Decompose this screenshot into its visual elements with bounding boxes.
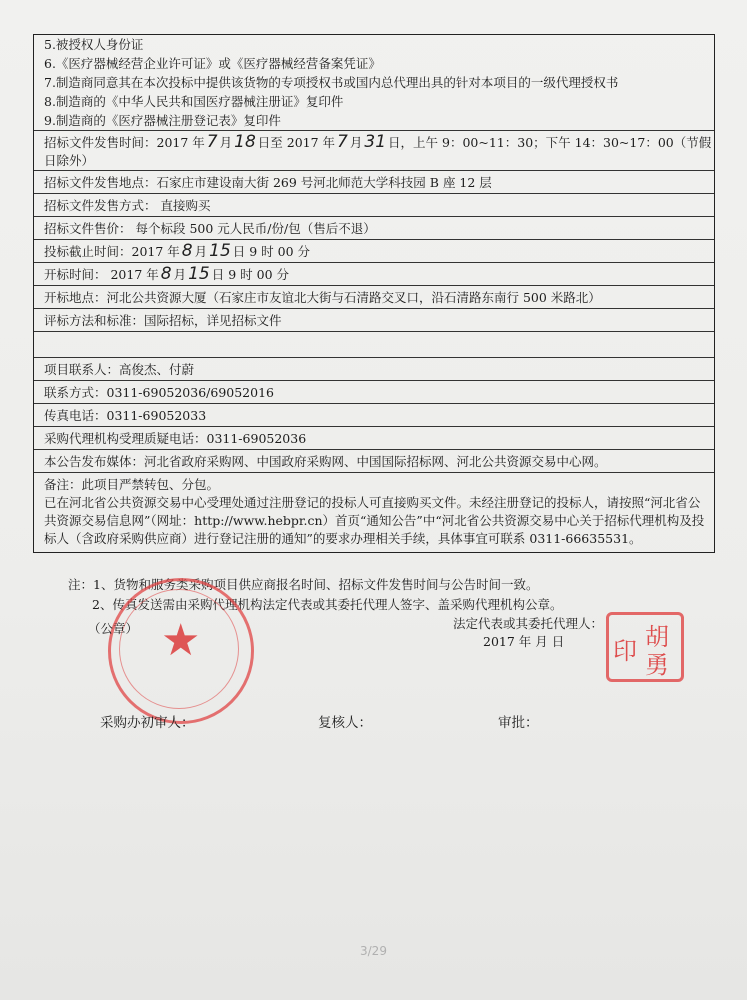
list-item: 9.制造商的《医疗器械注册登记表》复印件: [44, 113, 281, 128]
qualification-list-row: [34, 35, 714, 131]
eval-method-row: 评标方法和标准：国际招标，详见招标文件: [34, 309, 714, 332]
approver-label: 审批：: [498, 715, 539, 731]
remark-body: 已在河北省公共资源交易中心受理处通过注册登记的投标人可直接购买文件。未经注册登记的投标人，请按照“河北省公共资源交易信息网”（网址：http://www.hebpr.cn）首页“通知公告”中“河北省公共资源交易中心关于招标代理机构及投标人（含政府采购供应商）进行登记注册的通知”的要求办理相关手续，具体事宜可联系 0311-66635531。: [44, 495, 705, 546]
list-item: 8.制造商的《中华人民共和国医疗器械注册证》复印件: [44, 94, 344, 109]
name-seal-stamp: 胡 勇 印: [606, 612, 684, 682]
sale-time-row: 招标文件发售时间：2017 年 7 月 18 日至 2017 年 7 月 31 日，上午 9：00~11：30；下午 14：30~17：00（节假日除外）: [34, 131, 714, 171]
note-2: 2、传真发送需由采购代理机构法定代表或其委托代理人签字、盖采购代理机构公章。: [92, 597, 563, 612]
seal-label: （公章）: [88, 621, 139, 636]
contact-row: 项目联系人：高俊杰、付蔚: [34, 358, 714, 381]
opening-time-row: 开标时间： 2017 年 8 月 15 日 9 时 00 分: [34, 263, 714, 286]
list-item: 7.制造商同意其在本次投标中提供该货物的专项授权书或国内总代理出具的针对本项目的一级代理授权书: [44, 75, 619, 90]
handwritten-month: 8: [181, 241, 193, 261]
sale-place-row: 招标文件发售地点：石家庄市建设南大街 269 号河北师范大学科技园 B 座 12 层: [34, 171, 714, 194]
note-1: 注：1、货物和服务类采购项目供应商报名时间、招标文件发售时间与公告时间一致。: [68, 577, 539, 592]
list-item: 5.被授权人身份证: [44, 37, 144, 52]
blank-row: [34, 332, 714, 358]
first-review-label: 采购办初审人：: [100, 715, 195, 731]
handwritten-day: 18: [234, 132, 256, 152]
handwritten-month: 7: [206, 132, 218, 152]
opening-place-row: 开标地点：河北公共资源大厦（石家庄市友谊北大街与石清路交叉口，沿石清路东南行 500 米路北）: [34, 286, 714, 309]
complaint-phone-row: 采购代理机构受理质疑电话：0311-69052036: [34, 427, 714, 450]
page-number: 3/29: [360, 944, 387, 958]
remark-row: [34, 473, 714, 553]
list-item: 6.《医疗器械经营企业许可证》或《医疗器械经营备案凭证》: [44, 56, 381, 71]
sale-method-row: 招标文件发售方式： 直接购买: [34, 194, 714, 217]
star-icon: ★: [161, 615, 201, 666]
media-row: 本公告发布媒体：河北省政府采购网、中国政府采购网、中国国际招标网、河北公共资源交易中心网。: [34, 450, 714, 473]
handwritten-day: 31: [364, 132, 387, 152]
legal-rep-label: 法定代表或其委托代理人：: [453, 616, 604, 631]
tender-info-table: [33, 34, 715, 553]
agency-seal-stamp: [108, 578, 254, 724]
handwritten-day: 15: [209, 241, 231, 261]
deadline-row: 投标截止时间：2017 年 8 月 15 日 9 时 00 分: [34, 240, 714, 263]
date-line: 2017 年 月 日: [483, 634, 565, 649]
price-row: 招标文件售价： 每个标段 500 元人民币/份/包（售后不退）: [34, 217, 714, 240]
handwritten-month: 7: [337, 132, 348, 152]
remark-title: 备注：此项目严禁转包、分包。: [44, 477, 220, 492]
handwritten-month: 8: [160, 264, 172, 284]
phone-row: 联系方式：0311-69052036/69052016: [34, 381, 714, 404]
reviewer-label: 复核人：: [318, 715, 372, 731]
fax-row: 传真电话：0311-69052033: [34, 404, 714, 427]
handwritten-day: 15: [188, 264, 210, 284]
